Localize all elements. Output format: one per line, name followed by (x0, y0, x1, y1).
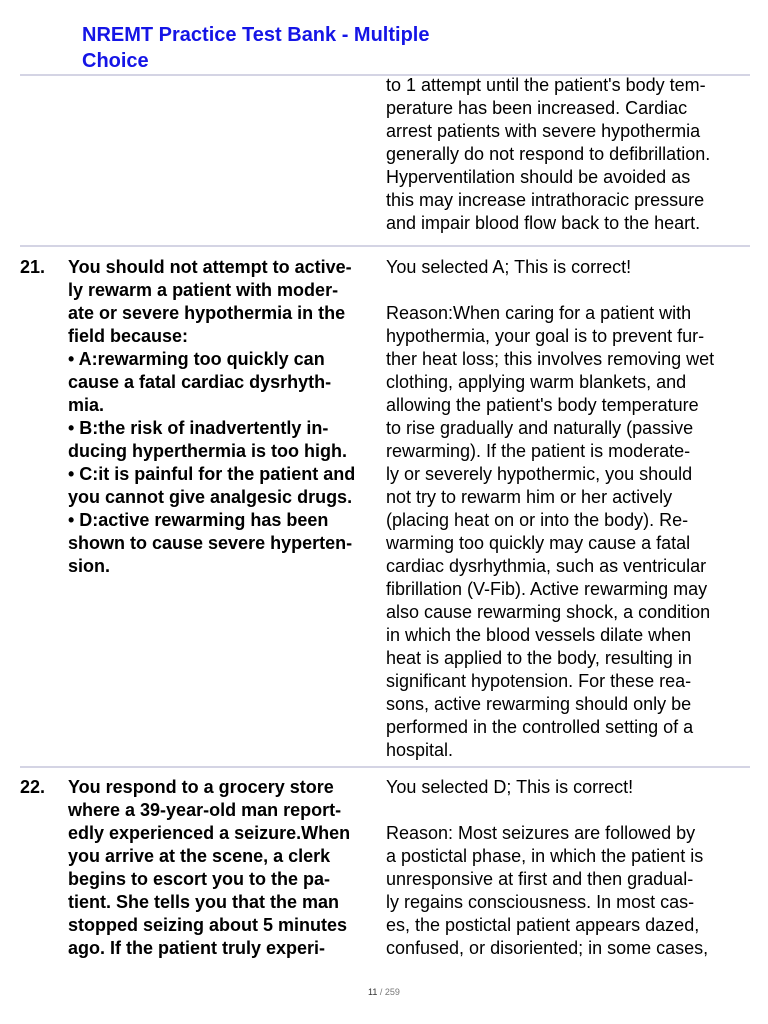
answer-block (386, 776, 742, 960)
question-text-block (68, 256, 382, 578)
question-number: 21. (20, 257, 46, 277)
continued-answer-text: to 1 attempt until the patient's body tem- perature has been increased. Cardiac arrest patients with severe hypothermia generally do not respond to defibrillation. Hyperventilation should be avoided as this may increase intrathoracic pressure and impair blood flow back to the heart. (386, 75, 711, 233)
divider-question-21 (20, 245, 750, 247)
question-text-block (68, 776, 382, 960)
divider-question-22 (20, 766, 750, 768)
selected-answer-text: You selected A; This is correct! (386, 257, 632, 277)
reason-text: Reason:When caring for a patient with hypothermia, your goal is to prevent fur- ther heat loss; this involves removing wet clothing, applying warm blankets, and allowing the patient's body temperature to rise gradually and naturally (passive rewarming). If the patient is moderate- ly or severely hypothermic, you should not try to rewarm him or her actively (placing heat on or into the body). Re- warming too quickly may cause a fatal cardiac dysrhythmia, such as ventricular fibrillation (V-Fib). Active rewarming may also cause rewarming shock, a condition in which the blood vessels dilate when heat is applied to the body, resulting in significant hypotension. For these rea- sons, active rewarming should only be performed in the controlled setting of a hospital. (386, 303, 715, 760)
question-number: 22. (20, 777, 46, 797)
page-separator: / (377, 987, 385, 997)
selected-answer-text: You selected D; This is correct! (386, 777, 634, 797)
answer-spacer (386, 279, 742, 302)
question-text: You should not attempt to active- ly rewarm a patient with moder- ate or severe hypothermia in the field because: • A:rewarming too quickly can cause a fatal cardiac dysrhyth- mia. • B:the risk of inadvertently in- ducing hyperthermia is too high. • C:it is painful for the patient and you cannot give analgesic drugs. • D:active rewarming has been shown to cause severe hyperten- sion. (68, 257, 356, 576)
page-indicator (0, 986, 768, 998)
question-text: You respond to a grocery store where a 39-year-old man report- edly experienced a seizure.When you arrive at the scene, a clerk begins to escort you to the pa- tient. She tells you that the man stopped seizing about 5 minutes ago. If the patient truly experi- (68, 777, 351, 958)
page-title-text: NREMT Practice Test Bank - Multiple Choice (82, 24, 430, 72)
answer-block (386, 256, 742, 762)
answer-spacer (386, 799, 742, 822)
reason-text: Reason: Most seizures are followed by a postictal phase, in which the patient is unresponsive at first and then gradual- ly regains consciousness. In most cas- es, the postictal patient appears dazed, confused, or disoriented; in some cases, (386, 823, 709, 958)
page-title (82, 22, 502, 74)
continued-answer (386, 74, 742, 235)
current-page-number: 11 (368, 987, 378, 997)
total-page-count: 259 (384, 987, 400, 997)
